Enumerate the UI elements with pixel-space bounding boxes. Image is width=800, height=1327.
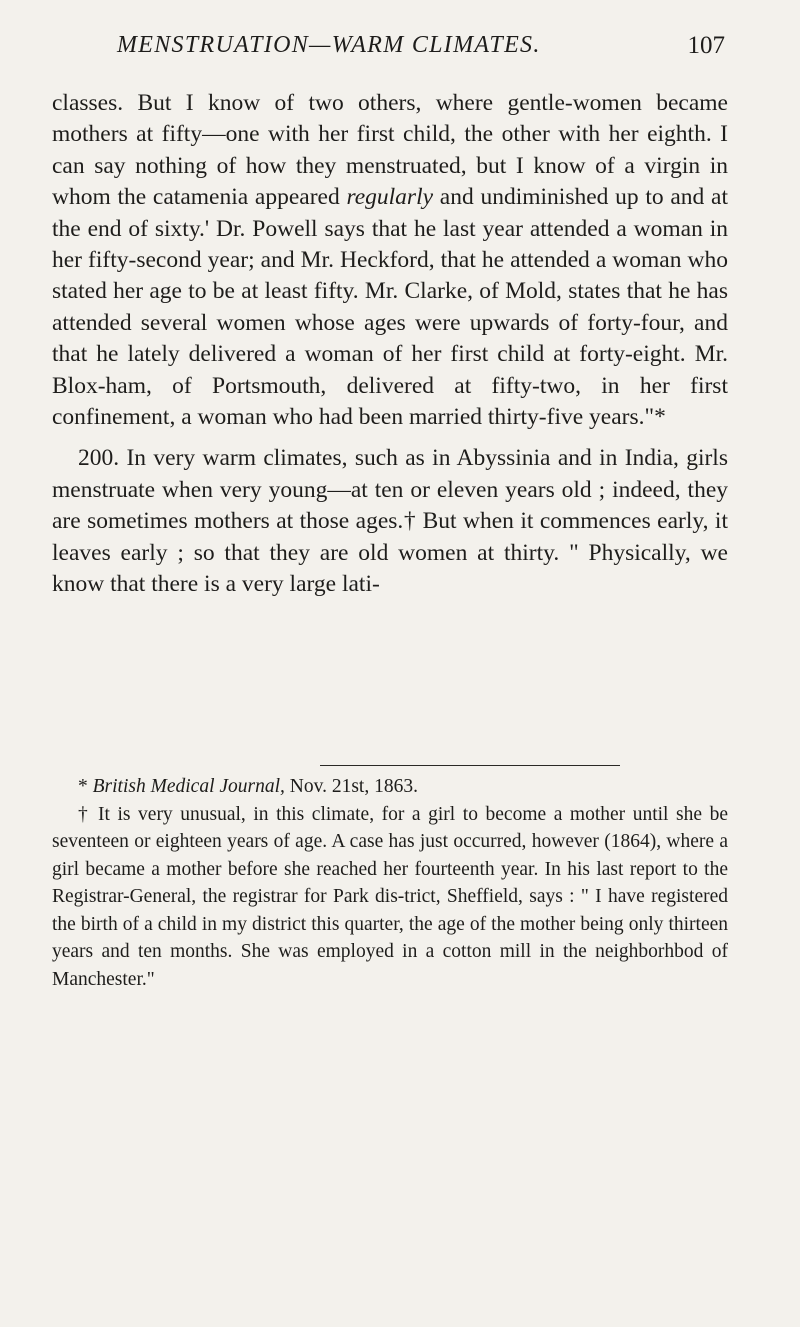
footnote-marker: * [78,776,93,797]
body-text [52,88,728,601]
footnotes [52,773,728,993]
paragraph-text: and undiminished up to and at the end of sixty.' Dr. Powell says that he last year attended a woman in her fifty-second year; and Mr. Heckford, that he attended a woman who stated her age to be at least fifty. Mr. Clarke, of Mold, states that he has attended several women whose ages were upwards of forty-four, and that he lately delivered a woman of her first child at forty-eight. Mr. Blox-ham, of Portsmouth, delivered at fifty-two, in her first confinement, a woman who had been married thirty-five years."* [52,184,729,431]
footnote-date: Nov. 21st, 1863. [284,776,418,797]
emphasis-text: regularly [346,184,434,211]
page-header [117,30,725,66]
page-number: 107 [687,32,725,59]
paragraph-text: classes. But I know of two others, where gentle-women became mothers at fifty—one with her first child, the other with her eighth. I can say nothing of how they menstruated, but I know of a virgin in whom the catamenia appeared [52,90,728,211]
paragraph-continued [52,88,728,433]
footnote-divider [320,765,620,766]
paragraph-200: 200. In very warm climates, such as in Abyssinia and in India, girls menstruate when very young—at ten or eleven years old ; indeed, they are sometimes mothers at those ages.† But when it commences early, it leaves early ; so that they are old women at thirty. " Physically, we know that there is a very large lati- [52,445,728,598]
running-title: MENSTRUATION—WARM CLIMATES. [117,32,541,58]
footnote-source: British Medical Journal, [92,776,285,797]
footnote-1 [52,773,728,801]
footnote-2: † It is very unusual, in this climate, for a girl to become a mother until she be seventeen or eighteen years of age. A case has just occurred, however (1864), where a girl became a mother before she reached her fourteenth year. In his last report to the Registrar-General, the registrar for Park dis-trict, Sheffield, says : " I have registered the birth of a child in my district this quarter, the age of the mother being only thirteen years and ten months. She was employed in a cotton mill in the neighborhbod of Manchester." [52,803,728,990]
